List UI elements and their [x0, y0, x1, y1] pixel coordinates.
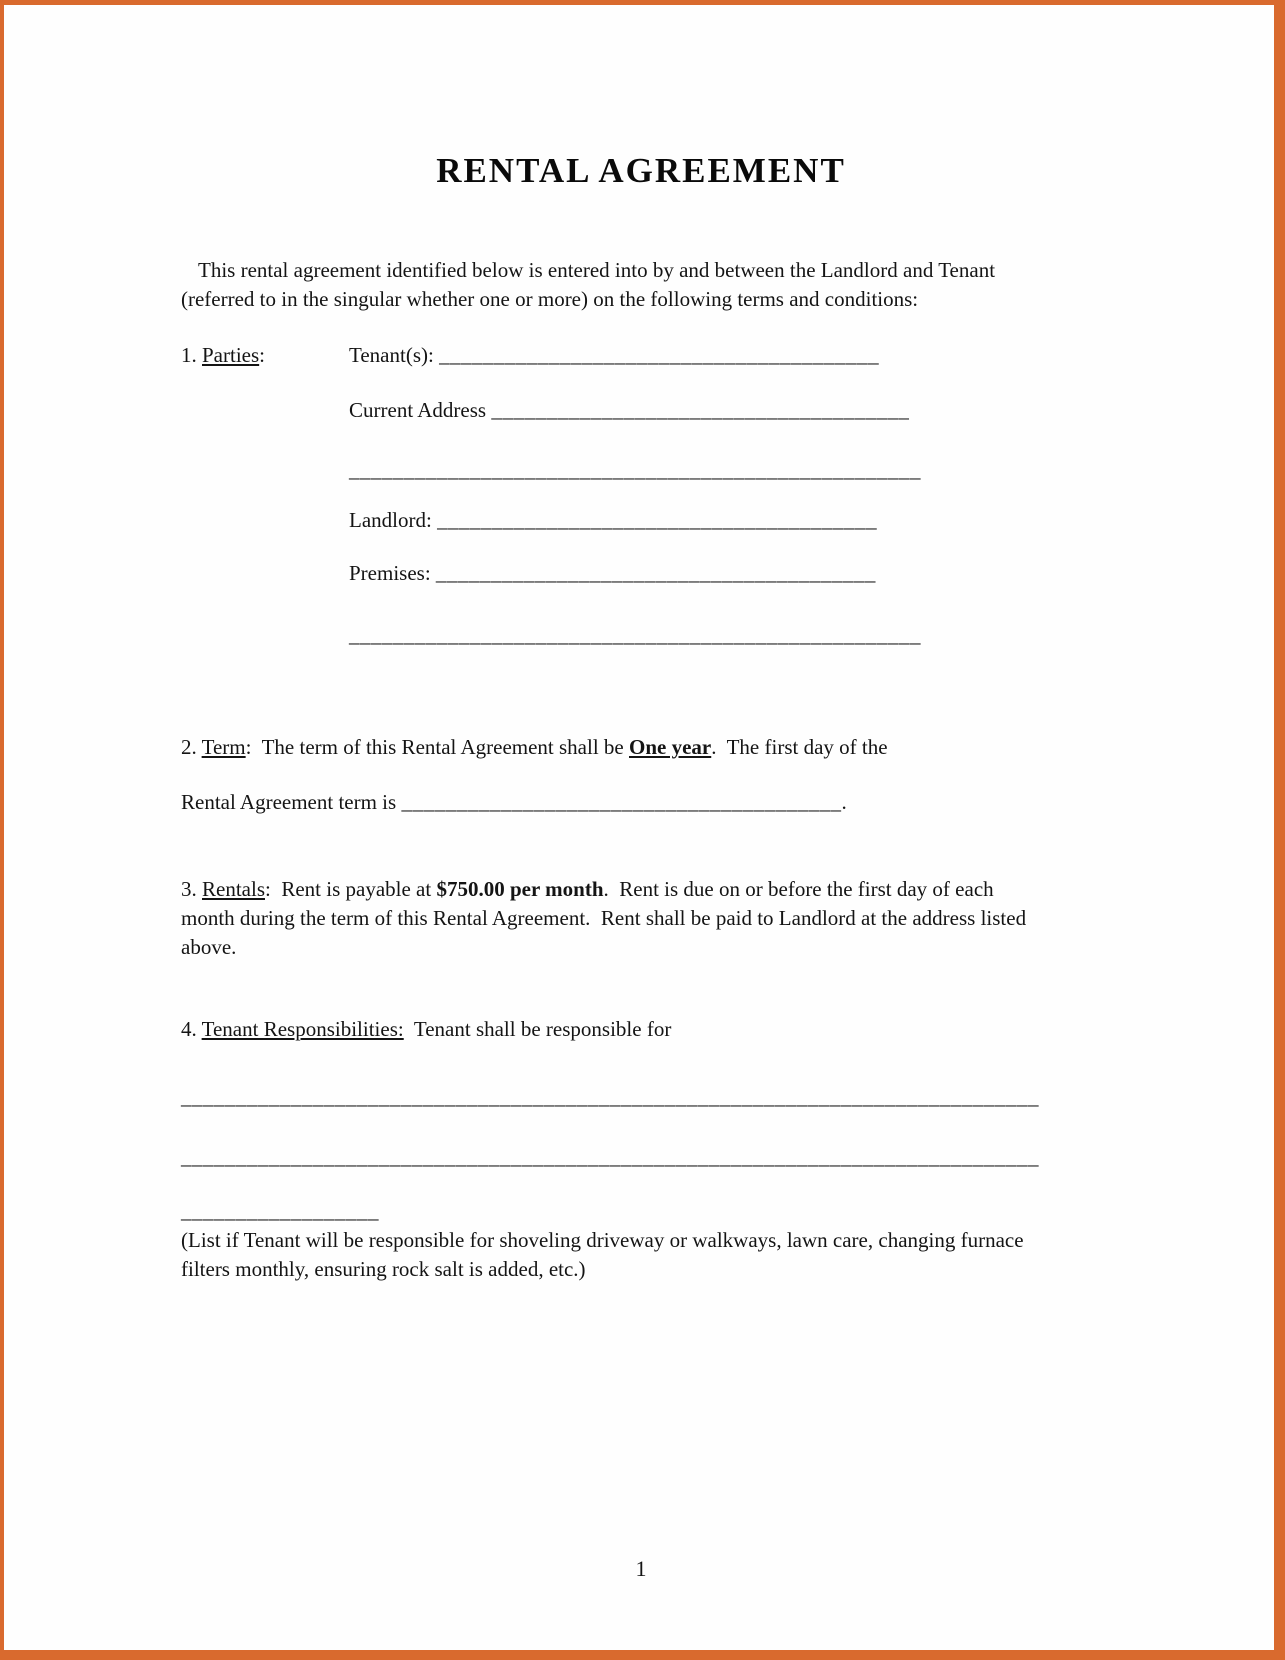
field-row-tenants [349, 341, 1049, 370]
responsibilities-blank-line-1 [181, 1083, 1043, 1112]
field-blank: ____________________________________________________ [349, 458, 921, 482]
section-parties-heading [181, 341, 265, 370]
field-blank: ______________________________________ [491, 398, 910, 422]
term-line2-period: . [841, 790, 847, 814]
field-row-address-continued [349, 456, 1049, 485]
section-number: 1. [181, 343, 202, 367]
responsibilities-lead: Tenant shall be responsible for [403, 1017, 672, 1041]
rent-amount: $750.00 per month [436, 877, 604, 901]
rentals-text-pre: : Rent is payable at [265, 877, 437, 901]
term-text-pre: : The term of this Rental Agreement shall be [245, 735, 629, 759]
field-label: Tenant(s): [349, 343, 440, 367]
page-number: 1 [635, 1556, 647, 1581]
field-row-landlord [349, 506, 1049, 535]
section-responsibilities-heading [181, 1015, 1043, 1044]
field-row-premises-continued [349, 621, 1049, 650]
term-start-date-blank: ________________________________________ [401, 790, 842, 814]
page-title: RENTAL AGREEMENT [436, 151, 846, 190]
section-heading-word: Rentals [202, 877, 265, 901]
responsibilities-blank-line-2 [181, 1143, 1043, 1172]
field-blank: ________________________________________ [437, 508, 878, 532]
section-heading-word: Parties [202, 343, 260, 367]
field-blank: ____________________________________________________ [349, 623, 921, 647]
section-number: 2. [181, 735, 202, 759]
section-term-line2 [181, 788, 1043, 817]
responsibilities-note-block [181, 1197, 1043, 1284]
rentals-text-post: . Rent is due on or before the first day of each month during the term of this Rental Agreement. Rent shall be paid to Landlord at the address listed above. [181, 877, 1032, 959]
term-text-post: . The first day of the [711, 735, 888, 759]
section-term-line1 [181, 733, 1043, 762]
term-line2-label: Rental Agreement term is [181, 790, 402, 814]
section-heading-word: Tenant Responsibilities: [201, 1017, 404, 1041]
section-number: 3. [181, 877, 202, 901]
field-row-current-address [349, 396, 1049, 425]
section-heading-word: Term [201, 735, 246, 759]
intro-paragraph: This rental agreement identified below is entered into by and between the Landlord and Tenant (referred to in the singular whether one or more) on the following terms and conditions: [181, 258, 1001, 311]
field-label: Premises: [349, 561, 436, 585]
field-blank: ________________________________________ [439, 343, 880, 367]
field-blank: ________________________________________ [435, 561, 876, 585]
term-value: One year [629, 735, 712, 759]
field-label: Current Address [349, 398, 492, 422]
responsibilities-note: (List if Tenant will be responsible for shoveling driveway or walkways, lawn care, changing furnace filters monthly, ensuring rock salt is added, etc.) [181, 1228, 1029, 1281]
section-heading-colon: : [259, 343, 265, 367]
field-blank-short: __________________ [181, 1199, 379, 1223]
section-number: 4. [181, 1017, 202, 1041]
field-label: Landlord: [349, 508, 438, 532]
section-rentals-paragraph [181, 875, 1043, 962]
field-blank: ______________________________________________________________________________ [181, 1085, 1039, 1109]
field-row-premises [349, 559, 1049, 588]
field-blank: ______________________________________________________________________________ [181, 1145, 1039, 1169]
